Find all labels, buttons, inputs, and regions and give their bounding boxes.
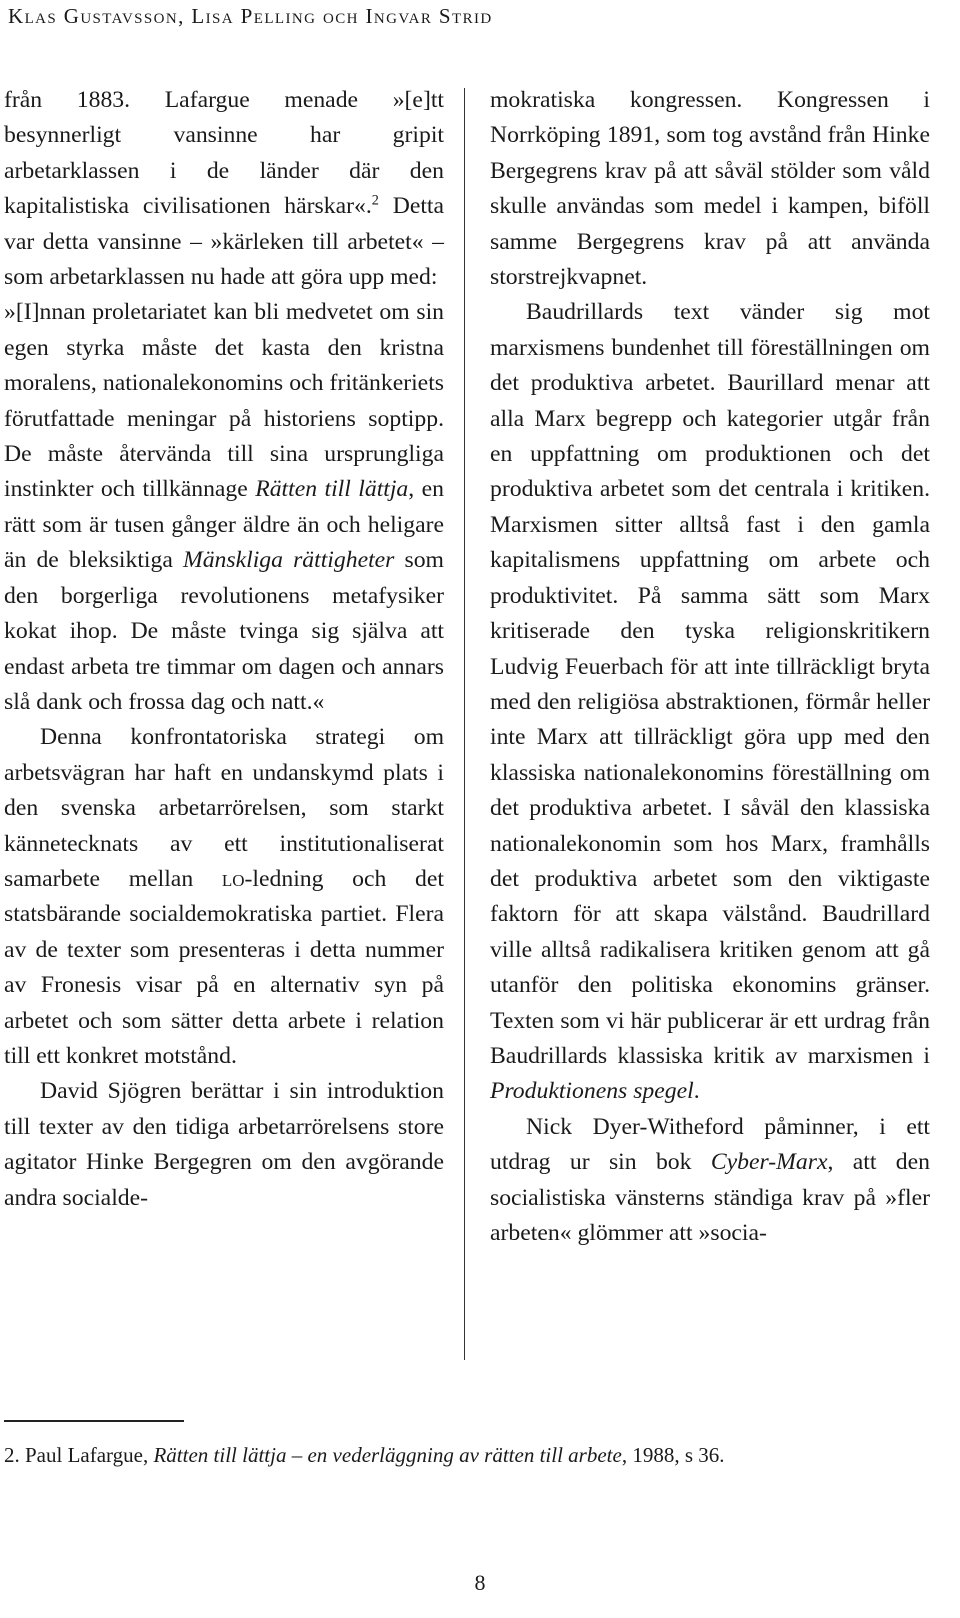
footnote-marker[interactable]: 2 [371, 192, 379, 209]
footnote [4, 1440, 725, 1470]
italic-title: Mänskliga rättigheter [182, 547, 395, 574]
text-run: som den borgerliga revolutionens metafysiker kokat ihop. De måste tvinga sig själva att endast arbeta tre timmar om dagen och annars slå dank och frossa dag och natt.« [4, 547, 444, 715]
text-run: Nick Dyer-Witheford påminner, i ett utdrag ur sin bok [490, 1113, 930, 1176]
text-run: , 1988, s 36. [621, 1443, 725, 1467]
left-column [4, 83, 444, 1216]
text-run: , att den socialistiska vänsterns ständiga krav på »fler arbeten« glömmer att »socia- [490, 1149, 930, 1246]
block-quote [4, 295, 444, 720]
right-column [490, 83, 930, 1251]
body-paragraph [490, 1110, 930, 1252]
body-paragraph [4, 720, 444, 1074]
italic-title: Cyber-Marx [710, 1149, 828, 1176]
footnote-rule [4, 1420, 184, 1422]
text-run: Denna konfrontatoriska strategi om arbetsvägran har haft en undanskymd plats i den svenska arbetarrörelsen, som starkt kännetecknats av ett institutionaliserat samarbete mellan [4, 724, 444, 892]
body-paragraph: mokratiska kongressen. Kongressen i Norrköping 1891, som tog avstånd från Hinke Bergegrens krav på att såväl stölder som våld skulle användas som medel i kampen, biföll samme Bergegrens krav på att använda storstrejkvapnet. [490, 87, 930, 291]
text-run: 2. Paul Lafargue, [4, 1443, 154, 1467]
italic-title: Rätten till lättja – en vederläggning av rätten till arbete [153, 1443, 622, 1467]
body-paragraph [490, 295, 930, 1109]
text-run: Baudrillards text vänder sig mot marxismens bundenhet till föreställningen om det produktiva arbetet. Baurillard menar att alla Marx begrepp och kategorier utgår från en uppfattning om produktionen och det produktiva arbetet som det centrala i kritiken. Marxismen sitter alltså fast i den gamla kapitalismens uppfattning om arbete och produktivitet. På samma sätt som Marx kritiserade den tyska religionskritikern Ludvig Feuerbach för att inte tillräckligt bryta med den religiösa abstraktionen, förmår heller inte Marx att tillräckligt göra upp med den klassiska nationalekonomins föreställning om det produktiva arbetet. I såväl den klassiska nationalekonomin som hos Marx, framhålls det produktiva arbetet som den viktigaste faktorn för att skapa välstånd. Baudrillard ville alltså radikalisera kritiken genom att gå utanför den politiska ekonomins gränser. Texten som vi här publicerar är ett urdrag från Baudrillards klassiska kritik av marxismen i [490, 299, 930, 1069]
running-head: Klas Gustavsson, Lisa Pelling och Ingvar Strid [8, 4, 493, 28]
text-run: »[I]nnan proletariatet kan bli medvetet om sin egen styrka måste det kasta den kristna moralens, nationalekonomins och fritänkeriets förutfattade meningar på historiens soptipp. De måste återvända till sina ursprungliga instinkter och tillkännage [4, 299, 444, 503]
italic-title: Rätten till lättja [255, 476, 409, 503]
body-paragraph: David Sjögren berättar i sin introduktion till texter av den tidiga arbetarrörelsens store agitator Hinke Bergegren om den avgörande andra socialde- [4, 1078, 444, 1211]
column-divider [464, 88, 465, 1360]
body-paragraph [4, 83, 444, 295]
text-run: från 1883. Lafargue menade »[e]tt besynnerligt vansinne har gripit arbetarklassen i de länder där den kapitalistiska civilisationen härskar«. [4, 87, 444, 220]
italic-title: Produktionens spegel [490, 1078, 694, 1105]
text-run: -ledning och det statsbärande socialdemokratiska partiet. Flera av de texter som presenteras i detta nummer av Fronesis visar på en alternativ syn på arbetet och som sätter detta arbete i relation till ett konkret motstånd. [4, 865, 444, 1069]
page-number: 8 [474, 1570, 486, 1595]
text-run: , en rätt som är tusen gånger äldre än och heligare än de bleksiktiga [4, 476, 444, 574]
small-caps-abbreviation: lo [221, 865, 245, 892]
text-run: . [693, 1078, 700, 1105]
text-run: Detta var detta vansinne – »kärleken till arbetet« – som arbetarklassen nu hade att göra upp med: [4, 193, 445, 291]
